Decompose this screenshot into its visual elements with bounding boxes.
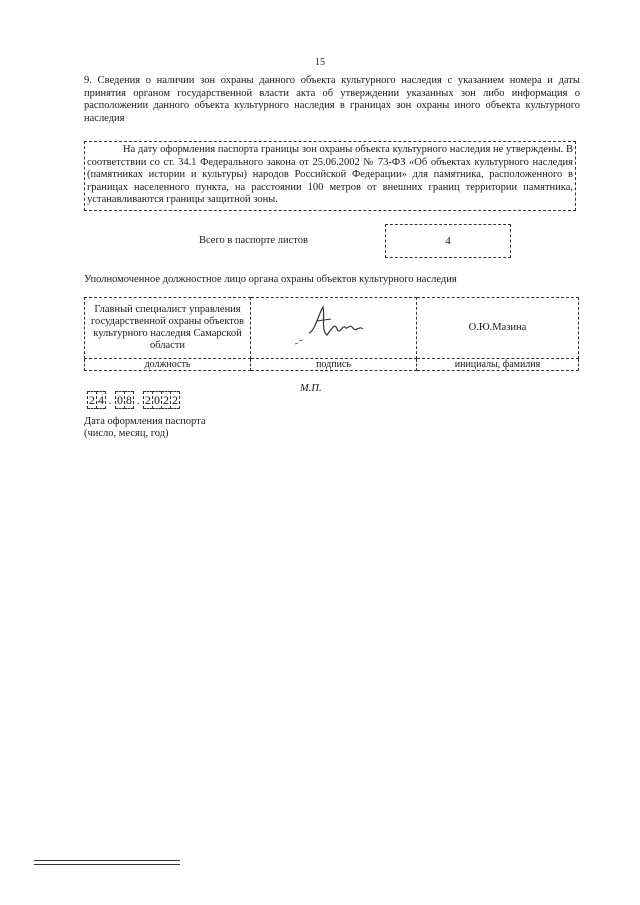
- date-separator: .: [136, 392, 140, 407]
- official-name: О.Ю.Мазина: [417, 298, 579, 359]
- date-separator: .: [108, 392, 112, 407]
- official-position: Главный специалист управления государственной охраны объектов культурного наследия Самарской области: [85, 298, 251, 359]
- protection-zones-text: На дату оформления паспорта границы зон охраны объекта культурного наследия не утверждены. В соответствии со ст. 34.1 Федерального закона от 25.06.2002 № 73-ФЗ «Об объектах культурного наследия (памятниках истории и культуры) народов Российской Федерации» для памятника, расположенного в границах населенного пункта, на расстоянии 100 метров от внешних границ территории памятника, устанавливаются границы защитной зоны.: [87, 144, 573, 206]
- issue-date-boxes: [87, 391, 179, 409]
- footnote-separator: [34, 864, 180, 865]
- name-caption: инициалы, фамилия: [417, 359, 579, 371]
- sheets-count-label: Всего в паспорте листов: [199, 235, 308, 246]
- signature-cell: [251, 298, 417, 359]
- signature-text: Мазин: [333, 347, 337, 348]
- signature-icon: [279, 301, 389, 351]
- issue-date-caption: [84, 416, 205, 440]
- date-digit: 0: [115, 391, 125, 409]
- authorized-official-label: Уполномоченное должностное лицо органа охраны объектов культурного наследия: [84, 274, 457, 285]
- date-digit: 0: [152, 391, 162, 409]
- position-caption: должность: [85, 359, 251, 371]
- footnote-separator: [34, 860, 180, 861]
- date-digit: 8: [124, 391, 134, 409]
- section-9-heading: 9. Сведения о наличии зон охраны данного объекта культурного наследия с указанием номера и даты принятия органом государственной власти акта об утверждении указанных зон либо информация о расположении данного объекта культурного наследия в границах зон охраны иного объекта культурного наследия: [84, 75, 580, 124]
- signature-table: [84, 297, 579, 371]
- date-digit: 2: [170, 391, 180, 409]
- stamp-place-label: М.П.: [300, 383, 322, 394]
- date-digit: 2: [87, 391, 97, 409]
- issue-date-caption-line2: (число, месяц, год): [84, 428, 169, 439]
- date-digit: 2: [143, 391, 153, 409]
- sheets-count-value: 4: [445, 235, 451, 247]
- signature-caption: подпись: [251, 359, 417, 371]
- page-number: 15: [315, 57, 325, 68]
- issue-date-caption-line1: Дата оформления паспорта: [84, 416, 206, 427]
- date-digit: 2: [161, 391, 171, 409]
- sheets-count-box: [385, 224, 511, 258]
- protection-zones-info-box: [84, 141, 576, 211]
- date-digit: 4: [96, 391, 106, 409]
